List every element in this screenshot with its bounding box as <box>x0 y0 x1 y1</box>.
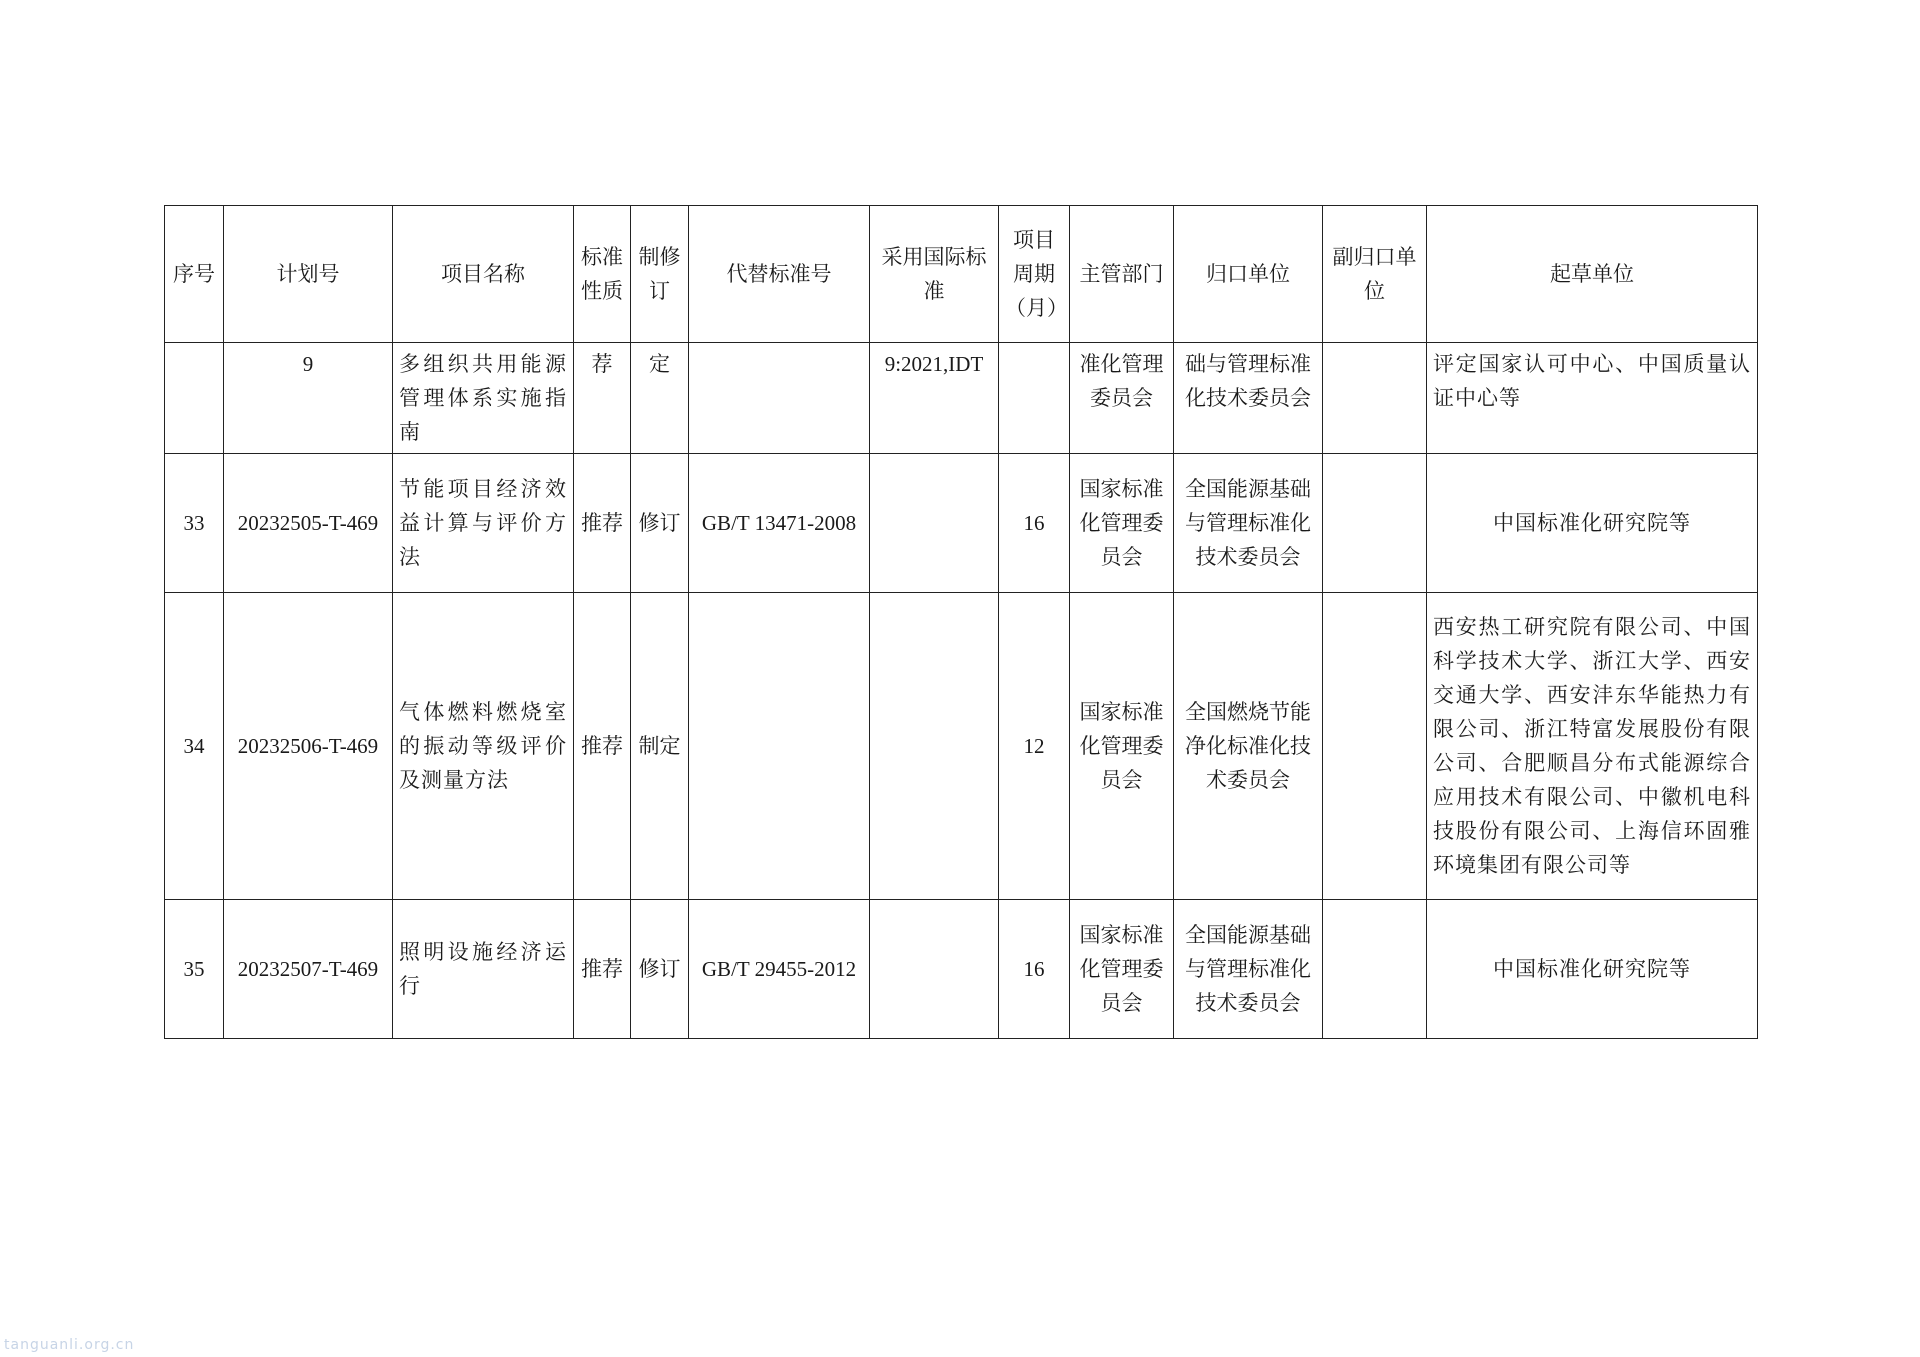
table-row <box>165 343 1758 454</box>
header-replaced-std: 代替标准号 <box>689 206 870 343</box>
cell-authority: 国家标准化管理委员会 <box>1070 593 1174 900</box>
header-intl-std: 采用国际标准 <box>870 206 999 343</box>
header-seq: 序号 <box>165 206 224 343</box>
cell-project-name: 节能项目经济效益计算与评价方法 <box>393 454 574 593</box>
cell-revision-type: 修订 <box>631 900 689 1039</box>
cell-drafter: 中国标准化研究院等 <box>1427 454 1758 593</box>
table-row <box>165 454 1758 593</box>
cell-revision-type: 修订 <box>631 454 689 593</box>
cell-period: 12 <box>999 593 1070 900</box>
cell-seq <box>165 343 224 454</box>
header-project-name: 项目名称 <box>393 206 574 343</box>
cell-project-name: 气体燃料燃烧室的振动等级评价及测量方法 <box>393 593 574 900</box>
header-authority: 主管部门 <box>1070 206 1174 343</box>
site-watermark: tanguanli.org.cn <box>4 1337 135 1353</box>
cell-tech-committee: 全国能源基础与管理标准化技术委员会 <box>1174 900 1323 1039</box>
cell-tech-committee: 全国燃烧节能净化标准化技术委员会 <box>1174 593 1323 900</box>
cell-intl-std <box>870 593 999 900</box>
cell-intl-std <box>870 454 999 593</box>
table-row <box>165 593 1758 900</box>
cell-revision-type: 定 <box>631 343 689 454</box>
cell-plan-no: 9 <box>224 343 393 454</box>
standards-plan-table <box>164 205 1758 1039</box>
cell-drafter: 西安热工研究院有限公司、中国科学技术大学、浙江大学、西安交通大学、西安沣东华能热力有限公司、浙江特富发展股份有限公司、合肥顺昌分布式能源综合应用技术有限公司、中徽机电科技股份有限公司、上海信环固雅环境集团有限公司等 <box>1427 593 1758 900</box>
cell-sub-committee <box>1323 900 1427 1039</box>
cell-project-name: 多组织共用能源管理体系实施指南 <box>393 343 574 454</box>
header-revision-type: 制修订 <box>631 206 689 343</box>
cell-sub-committee <box>1323 343 1427 454</box>
cell-replaced-std <box>689 343 870 454</box>
cell-period <box>999 343 1070 454</box>
cell-intl-std: 9:2021,IDT <box>870 343 999 454</box>
cell-replaced-std: GB/T 29455-2012 <box>689 900 870 1039</box>
cell-project-name: 照明设施经济运行 <box>393 900 574 1039</box>
cell-tech-committee: 础与管理标准化技术委员会 <box>1174 343 1323 454</box>
cell-std-nature: 推荐 <box>574 593 631 900</box>
cell-seq: 35 <box>165 900 224 1039</box>
cell-sub-committee <box>1323 454 1427 593</box>
cell-revision-type: 制定 <box>631 593 689 900</box>
cell-std-nature: 推荐 <box>574 900 631 1039</box>
cell-plan-no: 20232505-T-469 <box>224 454 393 593</box>
cell-authority: 国家标准化管理委员会 <box>1070 900 1174 1039</box>
table-row <box>165 900 1758 1039</box>
cell-drafter: 中国标准化研究院等 <box>1427 900 1758 1039</box>
cell-tech-committee: 全国能源基础与管理标准化技术委员会 <box>1174 454 1323 593</box>
cell-sub-committee <box>1323 593 1427 900</box>
header-std-nature: 标准性质 <box>574 206 631 343</box>
cell-std-nature: 荐 <box>574 343 631 454</box>
cell-authority: 国家标准化管理委员会 <box>1070 454 1174 593</box>
header-tech-committee: 归口单位 <box>1174 206 1323 343</box>
cell-period: 16 <box>999 454 1070 593</box>
cell-replaced-std <box>689 593 870 900</box>
cell-seq: 33 <box>165 454 224 593</box>
cell-plan-no: 20232507-T-469 <box>224 900 393 1039</box>
cell-std-nature: 推荐 <box>574 454 631 593</box>
cell-seq: 34 <box>165 593 224 900</box>
cell-authority: 准化管理委员会 <box>1070 343 1174 454</box>
header-drafter: 起草单位 <box>1427 206 1758 343</box>
cell-intl-std <box>870 900 999 1039</box>
header-period: 项目周期（月） <box>999 206 1070 343</box>
header-sub-committee: 副归口单位 <box>1323 206 1427 343</box>
cell-plan-no: 20232506-T-469 <box>224 593 393 900</box>
cell-period: 16 <box>999 900 1070 1039</box>
table-header-row <box>165 206 1758 343</box>
cell-drafter: 评定国家认可中心、中国质量认证中心等 <box>1427 343 1758 454</box>
header-plan-no: 计划号 <box>224 206 393 343</box>
cell-replaced-std: GB/T 13471-2008 <box>689 454 870 593</box>
